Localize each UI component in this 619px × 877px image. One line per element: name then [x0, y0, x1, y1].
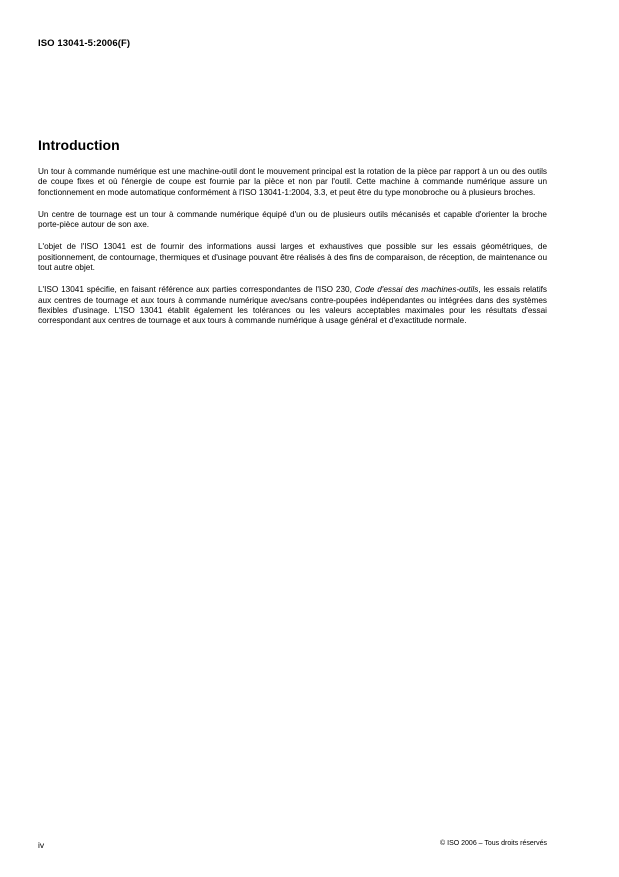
paragraph-1: Un tour à commande numérique est une machine-outil dont le mouvement principal est la rotation de la pièce par rapport à un ou des outils de coupe fixes et où l'énergie de coupe est fournie par la pièce et non par l'outil. Cette machine à commande numérique assure un fonctionnement en mode automatique conformément à l'ISO 13041-1:2004, 3.3, et peut être du type monobroche ou à plusieurs broches.: [38, 167, 547, 197]
paragraph-2: Un centre de tournage est un tour à commande numérique équipé d'un ou de plusieurs outils mécanisés et capable d'orienter la broche porte-pièce autour de son axe.: [38, 209, 547, 230]
paragraph-3: L'objet de l'ISO 13041 est de fournir des informations aussi larges et exhaustives que possible sur les essais géométriques, de positionnement, de contournage, thermiques et d'usinage pouvant être réalisés à des fins de comparaison, de réception, de maintenance ou tout autre objet.: [38, 242, 547, 273]
introduction-body: [38, 167, 547, 339]
copyright-notice: © ISO 2006 – Tous droits réservés: [440, 840, 547, 847]
paragraph-4-rest: , les essais relatifs aux centres de tournage et aux tours à commande numérique avec/sans contre-poupées indépendantes ou intégrées dans des systèmes flexibles d'usinage. L'ISO 13041 établit également les tolérances ou les valeurs acceptables maximales pour les résultats d'essai correspondant aux centres de tournage et aux tours à commande numérique à usage général et d'exactitude normale.: [38, 285, 548, 326]
document-reference: ISO 13041-5:2006(F): [38, 38, 131, 49]
referenced-title: Code d'essai des machines-outils: [354, 285, 479, 295]
section-title: Introduction: [38, 137, 120, 153]
page-number: iv: [38, 840, 45, 850]
paragraph-4: [38, 285, 547, 326]
paragraph-4-intro: L'ISO 13041 spécifie, en faisant référence aux parties correspondantes de l'ISO 230,: [38, 285, 355, 295]
